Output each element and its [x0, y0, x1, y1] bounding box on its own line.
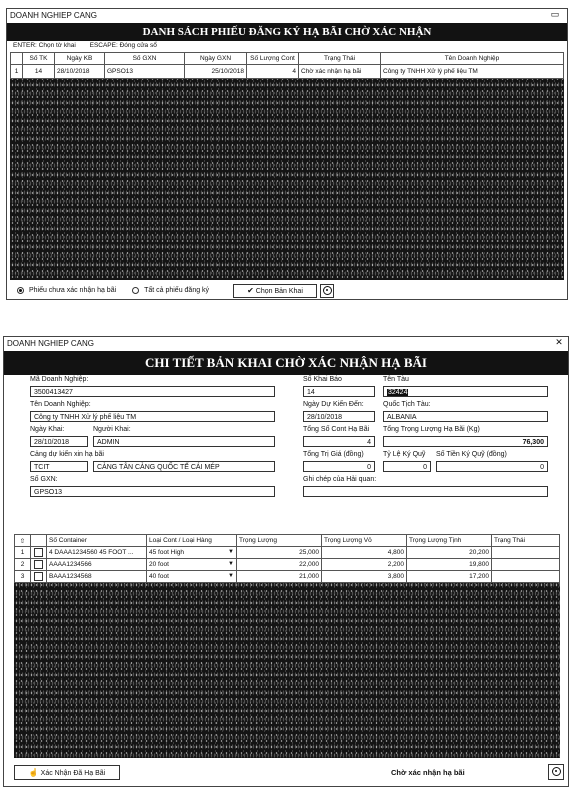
table-row[interactable]: [15, 559, 560, 571]
container-table-header: [15, 535, 560, 547]
label-nguoi-khai: Người Khai:: [93, 426, 131, 433]
radio-unconfirmed-label: Phiếu chưa xác nhận hạ bãi: [28, 287, 117, 294]
chevron-down-icon[interactable]: ▼: [228, 561, 234, 567]
container-table: [14, 534, 560, 583]
cell-trong-luong-vo[interactable]: 2,200: [322, 559, 407, 571]
cell-container[interactable]: BAAA1234568: [47, 571, 147, 583]
radio-all[interactable]: [132, 287, 209, 294]
cell-loai-cont[interactable]: [147, 547, 237, 559]
field-tong-so-cont[interactable]: 4: [303, 436, 375, 447]
cell-trong-luong[interactable]: 22,000: [237, 559, 322, 571]
minimize-icon[interactable]: ▭: [550, 9, 560, 19]
label-tong-trong-luong: Tổng Trọng Lượng Hạ Bãi (Kg): [383, 426, 480, 433]
field-tong-tri-gia[interactable]: 0: [303, 461, 375, 472]
field-tong-trong-luong[interactable]: 76,300: [383, 436, 548, 447]
cell-so-gxn[interactable]: GPSO13: [105, 65, 185, 79]
table-row[interactable]: [11, 65, 564, 79]
label-ma-dn: Mã Doanh Nghiệp:: [30, 376, 89, 383]
radio-unconfirmed[interactable]: [17, 287, 116, 294]
col-so-container[interactable]: Số Container: [47, 535, 147, 547]
detail-banner-title: CHI TIẾT BẢN KHAI CHỜ XÁC NHẬN HẠ BÃI: [145, 355, 427, 370]
cell-trang-thai[interactable]: [492, 571, 560, 583]
list-banner-title: DANH SÁCH PHIẾU ĐĂNG KÝ HẠ BÃI CHỜ XÁC NHẬN: [142, 26, 432, 38]
field-ngay-khai[interactable]: 28/10/2018: [30, 436, 88, 447]
radio-unconfirmed-dot[interactable]: [17, 287, 24, 294]
list-table: [10, 52, 564, 79]
list-footer: [17, 284, 209, 298]
cell-trang-thai[interactable]: [492, 559, 560, 571]
field-cang-code[interactable]: TCIT: [30, 461, 88, 472]
row-index: 2: [15, 559, 31, 571]
table-row[interactable]: [15, 571, 560, 583]
col-trang-thai[interactable]: Trạng Thái: [299, 53, 381, 65]
col-ngay-kb[interactable]: Ngày KB: [55, 53, 105, 65]
label-ten-tau: Tên Tàu: [383, 376, 409, 383]
hint-escape: ESCAPE: Đóng cửa sổ: [89, 42, 157, 49]
list-window-title: DOANH NGHIEP CANG: [10, 11, 97, 20]
cell-ten-doanh-nghiep[interactable]: Công ty TNHH Xử lý phế liệu TM: [381, 65, 564, 79]
list-window-titlebar: [7, 9, 567, 23]
col-trong-luong-vo[interactable]: Trọng Lượng Vỏ: [322, 535, 407, 547]
col-so-tk[interactable]: Số TK: [23, 53, 55, 65]
add-row-header[interactable]: [15, 535, 31, 547]
chevron-down-icon[interactable]: ▼: [228, 549, 234, 555]
field-quoc-tich[interactable]: ALBANIA: [383, 411, 548, 422]
chevron-down-icon[interactable]: ▼: [228, 573, 234, 579]
list-table-header: [11, 53, 564, 65]
row-indicator-header: [11, 53, 23, 65]
label-ghi-chep: Ghi chép của Hải quan:: [303, 476, 377, 483]
row-index: 1: [11, 65, 23, 79]
label-ngay-du-kien: Ngày Dự Kiến Đến:: [303, 401, 364, 408]
radio-all-dot[interactable]: [132, 287, 139, 294]
row-checkbox[interactable]: [31, 571, 47, 583]
checkbox-icon[interactable]: [34, 572, 43, 581]
label-so-gxn: Số GXN:: [30, 476, 58, 483]
detail-window: [3, 336, 569, 787]
field-ngay-du-kien[interactable]: 28/10/2018: [303, 411, 375, 422]
list-window: [6, 8, 568, 300]
cell-loai-cont-value: 45 foot High: [149, 549, 185, 556]
checkbox-icon[interactable]: [34, 548, 43, 557]
list-hints: [7, 41, 567, 51]
field-so-gxn[interactable]: GPSO13: [30, 486, 275, 497]
field-cang-name[interactable]: CẢNG TÂN CẢNG QUỐC TẾ CÁI MÉP: [93, 461, 275, 472]
list-grid-area: [10, 52, 564, 280]
upload-icon[interactable]: ⇧: [19, 537, 26, 545]
cell-container[interactable]: AAAA1234566: [47, 559, 147, 571]
detail-window-titlebar: [4, 337, 568, 351]
col-ngay-gxn[interactable]: Ngày GXN: [185, 53, 247, 65]
cell-so-tk[interactable]: 14: [23, 65, 55, 79]
label-cang-du-kien: Cảng dự kiến xin hạ bãi: [30, 451, 104, 458]
select-header: [31, 535, 47, 547]
col-so-gxn[interactable]: Số GXN: [105, 53, 185, 65]
cell-loai-cont-value: 20 foot: [149, 561, 169, 568]
list-banner: [7, 23, 567, 41]
exit-button[interactable]: [320, 284, 334, 298]
col-trong-luong-tinh[interactable]: Trọng Lượng Tịnh: [407, 535, 492, 547]
field-so-khai-bao[interactable]: 14: [303, 386, 375, 397]
thumbs-up-icon: ☝: [28, 768, 39, 777]
exit-icon: [323, 286, 332, 295]
field-ma-dn[interactable]: 3500413427: [30, 386, 275, 397]
label-ten-dn: Tên Doanh Nghiệp:: [30, 401, 91, 408]
field-ten-tau[interactable]: [383, 386, 548, 397]
cell-trong-luong[interactable]: 25,000: [237, 547, 322, 559]
cell-trong-luong-tinh[interactable]: 19,800: [407, 559, 492, 571]
col-trang-thai[interactable]: Trạng Thái: [492, 535, 560, 547]
cell-so-luong-cont[interactable]: 4: [247, 65, 299, 79]
container-grid-area: [14, 534, 560, 758]
label-tong-tri-gia: Tổng Trị Giá (đồng): [303, 451, 364, 458]
checkbox-icon[interactable]: [34, 560, 43, 569]
close-icon[interactable]: ✕: [555, 337, 563, 347]
field-so-tien[interactable]: 0: [436, 461, 548, 472]
cell-trang-thai[interactable]: [492, 547, 560, 559]
col-so-luong-cont[interactable]: Số Lượng Cont: [247, 53, 299, 65]
status-text: Chờ xác nhận hạ bãi: [391, 768, 465, 777]
cell-ngay-gxn[interactable]: 25/10/2018: [185, 65, 247, 79]
field-ten-dn[interactable]: Công ty TNHH Xử lý phế liệu TM: [30, 411, 275, 422]
row-index: 3: [15, 571, 31, 583]
cell-trong-luong-tinh[interactable]: 17,200: [407, 571, 492, 583]
cell-trong-luong-vo[interactable]: 3,800: [322, 571, 407, 583]
col-loai-cont[interactable]: Loại Cont / Loại Hàng: [147, 535, 237, 547]
field-ten-tau-value: 32424: [388, 389, 408, 396]
cell-trong-luong-tinh[interactable]: 20,200: [407, 547, 492, 559]
label-so-khai-bao: Số Khai Báo: [303, 376, 342, 383]
hint-enter: ENTER: Chọn tờ khai: [13, 42, 76, 49]
col-trong-luong[interactable]: Trọng Lượng: [237, 535, 322, 547]
row-checkbox[interactable]: [31, 559, 47, 571]
choose-declaration-button[interactable]: [233, 284, 317, 298]
row-index: 1: [15, 547, 31, 559]
cell-ngay-kb[interactable]: 28/10/2018: [55, 65, 105, 79]
detail-exit-button[interactable]: [548, 764, 564, 780]
cell-container[interactable]: 4 DAAA1234560 45 FOOT ...: [47, 547, 147, 559]
cell-loai-cont[interactable]: [147, 571, 237, 583]
exit-icon: [552, 767, 561, 776]
cell-loai-cont[interactable]: [147, 559, 237, 571]
radio-all-label: Tất cả phiếu đăng ký: [144, 287, 210, 294]
choose-declaration-label: Chọn Bản Khai: [255, 288, 303, 295]
confirm-unloaded-button[interactable]: [14, 765, 120, 780]
field-ty-le[interactable]: 0: [383, 461, 431, 472]
confirm-unloaded-label: Xác Nhận Đã Hạ Bãi: [40, 770, 106, 777]
detail-banner: [4, 351, 568, 375]
detail-window-title: DOANH NGHIEP CANG: [7, 339, 94, 348]
cell-trong-luong[interactable]: 21,000: [237, 571, 322, 583]
col-ten-doanh-nghiep[interactable]: Tên Doanh Nghiệp: [381, 53, 564, 65]
table-row[interactable]: [15, 547, 560, 559]
cell-trong-luong-vo[interactable]: 4,800: [322, 547, 407, 559]
label-ty-le: Tỷ Lệ Ký Quỹ: [383, 451, 426, 458]
row-checkbox[interactable]: [31, 547, 47, 559]
cell-trang-thai[interactable]: Chờ xác nhận hạ bãi: [299, 65, 381, 79]
label-tong-so-cont: Tổng Số Cont Hạ Bãi: [303, 426, 370, 433]
field-ghi-chep[interactable]: [303, 486, 548, 497]
cell-loai-cont-value: 40 foot: [149, 573, 169, 580]
checkmark-icon: ✔: [247, 286, 254, 295]
declaration-form: [4, 375, 568, 530]
field-nguoi-khai[interactable]: ADMIN: [93, 436, 275, 447]
label-so-tien: Số Tiền Ký Quỹ (đồng): [436, 451, 507, 458]
label-quoc-tich: Quốc Tịch Tàu:: [383, 401, 431, 408]
label-ngay-khai: Ngày Khai:: [30, 426, 65, 433]
